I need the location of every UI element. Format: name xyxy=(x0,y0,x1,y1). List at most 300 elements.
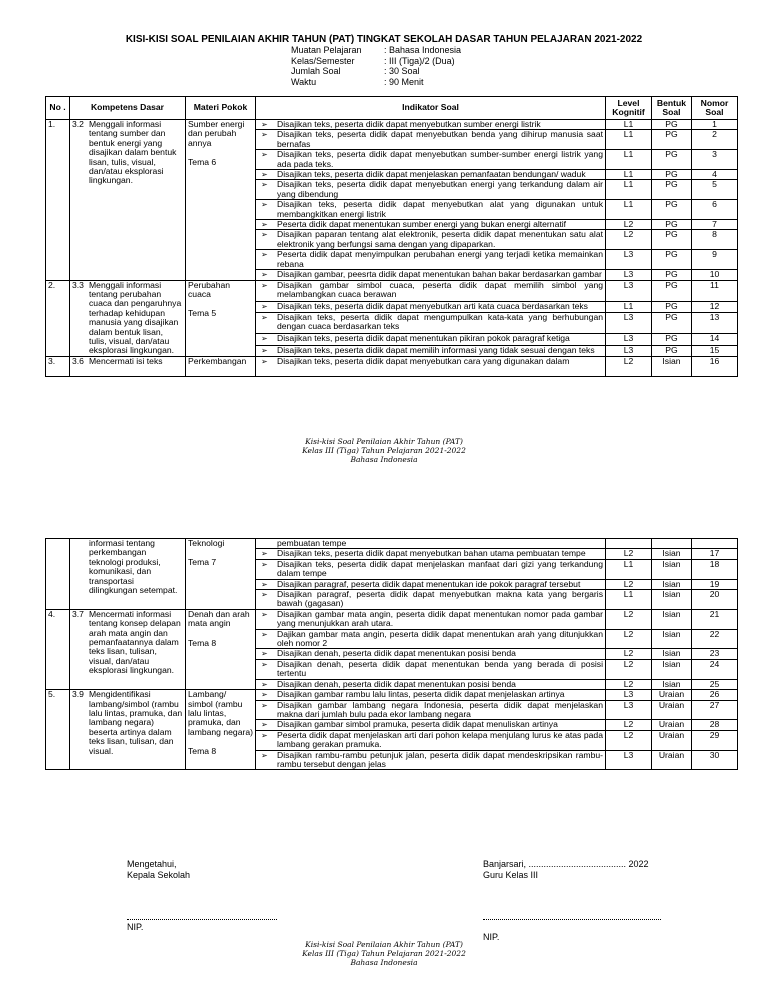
signature-left xyxy=(127,859,190,881)
nomor-soal: 23 xyxy=(692,649,738,659)
bentuk-soal: Uraian xyxy=(652,750,692,770)
level-kognitif: L1 xyxy=(606,130,652,150)
level-kognitif: L2 xyxy=(606,629,652,649)
bullet-arrow-icon: ➢ xyxy=(261,609,268,619)
level-kognitif: L1 xyxy=(606,301,652,312)
indikator-cell xyxy=(256,356,606,376)
level-kognitif: L1 xyxy=(606,150,652,170)
nomor-soal: 3 xyxy=(692,150,738,170)
bentuk-soal: Isian xyxy=(652,649,692,659)
meta-value: : 30 Soal xyxy=(384,66,420,76)
bentuk-soal: Uraian xyxy=(652,690,692,700)
bullet-arrow-icon xyxy=(261,539,277,548)
header-indikator: Indikator Soal xyxy=(256,97,606,120)
signature-left-line1: Mengetahui, xyxy=(127,859,177,869)
indikator xyxy=(258,270,603,279)
bullet-arrow-icon: ➢ xyxy=(261,590,268,600)
bentuk-soal: PG xyxy=(652,270,692,280)
materi-pokok xyxy=(186,120,256,281)
indikator-text: Disajikan denah, peserta didik dapat menentukan posisi benda xyxy=(277,679,516,689)
nomor-soal: 15 xyxy=(692,345,738,356)
bullet-arrow-icon: ➢ xyxy=(261,200,268,210)
indikator-text: Disajikan teks, peserta didik dapat menyebutkan arti kata cuaca berdasarkan teks xyxy=(277,301,588,311)
nomor-soal: 6 xyxy=(692,200,738,220)
level-kognitif: L1 xyxy=(606,559,652,579)
meta-row xyxy=(291,45,461,56)
bentuk-soal: PG xyxy=(652,200,692,220)
indikator-text: Disajikan teks, peserta didik dapat menentukan pikiran pokok paragraf ketiga xyxy=(277,333,570,344)
materi-text: Perubahan cuaca xyxy=(188,280,231,299)
nomor-soal: 19 xyxy=(692,579,738,589)
kompetensi-dasar-text xyxy=(72,281,183,356)
bentuk-soal: Uraian xyxy=(652,720,692,730)
indikator-cell xyxy=(256,301,606,312)
materi-text: Perkembangan xyxy=(188,356,247,366)
nomor-soal: 18 xyxy=(692,559,738,579)
bullet-arrow-icon: ➢ xyxy=(261,301,268,311)
bentuk-soal: Isian xyxy=(652,609,692,629)
bentuk-soal: PG xyxy=(652,220,692,230)
kompetensi-dasar xyxy=(70,609,186,689)
bentuk-soal: PG xyxy=(652,345,692,356)
footer-line-2: Kelas III (Tiga) Tahun Pelajaran 2021-2022 xyxy=(302,949,466,958)
level-kognitif: L2 xyxy=(606,230,652,250)
nomor-soal: 12 xyxy=(692,301,738,312)
indikator-cell xyxy=(256,280,606,301)
bullet-arrow-icon: ➢ xyxy=(261,659,268,669)
indikator xyxy=(258,660,603,679)
indikator-cell xyxy=(256,313,606,334)
nomor-soal: 8 xyxy=(692,230,738,250)
nomor-soal: 17 xyxy=(692,549,738,559)
indikator-cell xyxy=(256,220,606,230)
indikator-text: Disajikan denah, peserta didik dapat menentukan benda yang berada di posisi tertentu xyxy=(277,659,603,679)
meta-key: Waktu xyxy=(291,76,317,87)
nomor-soal: 25 xyxy=(692,679,738,689)
kompetensi-dasar-text xyxy=(72,539,183,595)
indikator xyxy=(258,720,603,729)
indikator-text: Disajikan gambar simbol pramuka, peserta didik dapat menuliskan artinya xyxy=(277,719,558,730)
level-kognitif: L1 xyxy=(606,170,652,180)
bullet-arrow-icon: ➢ xyxy=(261,679,268,689)
kd-number xyxy=(72,539,89,595)
header-kd: Kompetens Dasar xyxy=(70,97,186,120)
bentuk-soal: PG xyxy=(652,280,692,301)
bentuk-soal xyxy=(652,539,692,549)
indikator-text: Disajikan denah, peserta didik dapat menentukan posisi benda xyxy=(277,648,516,659)
bullet-arrow-icon: ➢ xyxy=(261,334,268,344)
indikator xyxy=(258,751,603,770)
table-row xyxy=(46,609,738,629)
indikator-cell xyxy=(256,170,606,180)
indikator-cell xyxy=(256,720,606,730)
indikator-cell xyxy=(256,150,606,170)
kompetensi-dasar-text xyxy=(72,610,183,676)
bentuk-soal: Isian xyxy=(652,659,692,679)
level-kognitif: L2 xyxy=(606,679,652,689)
indikator xyxy=(258,539,603,548)
indikator-cell xyxy=(256,334,606,345)
table-row xyxy=(46,690,738,700)
level-kognitif: L3 xyxy=(606,690,652,700)
indikator xyxy=(258,357,603,366)
indikator-text: Disajikan gambar, peesrta didik dapat menentukan bahan bakar berdasarkan gambar xyxy=(277,269,602,280)
bentuk-soal: PG xyxy=(652,250,692,270)
indikator-cell xyxy=(256,590,606,610)
indikator xyxy=(258,130,603,149)
nomor-soal: 1 xyxy=(692,120,738,130)
bentuk-soal: Isian xyxy=(652,559,692,579)
kd-number: 3.3 xyxy=(72,280,84,290)
tema-label: Tema 8 xyxy=(188,637,217,648)
nomor-soal: 14 xyxy=(692,334,738,345)
indikator xyxy=(258,120,603,129)
tema-label: Tema 7 xyxy=(188,557,217,568)
level-kognitif: L2 xyxy=(606,609,652,629)
page-footer-2 xyxy=(0,940,768,967)
indikator-cell xyxy=(256,700,606,720)
level-kognitif: L1 xyxy=(606,120,652,130)
level-kognitif: L2 xyxy=(606,220,652,230)
indikator-text: Disajikan teks, peserta didik dapat menyebutkan bahan utama pembuatan tempe xyxy=(277,548,586,559)
bullet-arrow-icon: ➢ xyxy=(261,690,268,700)
meta-row xyxy=(291,66,461,77)
indikator-text: Disajikan teks, peserta didik dapat menyebutkan sumber-sumber energi listrik yang ada pada teks. xyxy=(277,149,603,169)
nomor-soal: 13 xyxy=(692,313,738,334)
tema-label: Tema 5 xyxy=(188,308,217,319)
indikator-text: Disajikan paragraf, peserta didik dapat menyebutkan makna kata yang bergaris bawah (gagasan) xyxy=(277,589,603,609)
indikator-text: Peserta didik dapat menjelaskan arti dari pohon kelapa menjulang lurus ke atas pada lambang gerakan pramuka. xyxy=(277,730,603,750)
materi-pokok xyxy=(186,539,256,610)
level-kognitif: L2 xyxy=(606,579,652,589)
indikator-cell xyxy=(256,200,606,220)
indikator-text: Disajikan gambar simbol cuaca, peserta didik dapat memilih simbol yang melambangkan cuaca berawan xyxy=(277,280,603,299)
indikator-text: Disajikan paparan tentang alat elektronik, peserta didik dapat menentukan satu alat elektronik yang berfungsi sama dengan yang dipaparkan. xyxy=(277,229,603,249)
bullet-arrow-icon: ➢ xyxy=(261,720,268,730)
bentuk-soal: Isian xyxy=(652,356,692,376)
indikator-cell xyxy=(256,130,606,150)
bullet-arrow-icon: ➢ xyxy=(261,150,268,160)
indikator xyxy=(258,250,603,269)
bullet-arrow-icon: ➢ xyxy=(261,649,268,659)
nomor-soal: 28 xyxy=(692,720,738,730)
level-kognitif: L1 xyxy=(606,590,652,610)
nomor-soal: 22 xyxy=(692,629,738,649)
nomor-soal xyxy=(692,539,738,549)
indikator xyxy=(258,170,603,179)
nomor-soal: 20 xyxy=(692,590,738,610)
level-kognitif: L3 xyxy=(606,270,652,280)
materi-pokok xyxy=(186,356,256,376)
signature-left-nip: NIP. xyxy=(127,922,144,932)
indikator-cell xyxy=(256,629,606,649)
indikator-text: Peserta didik dapat menyimpulkan perubahan energi yang terjadi ketika memainkan rebana xyxy=(277,249,603,269)
indikator-text: Disajikan teks, peserta didik dapat menjelaskan pemanfaatan bendungan/ waduk xyxy=(277,169,586,180)
row-number: 1. xyxy=(46,120,70,281)
tema-label: Tema 8 xyxy=(188,746,217,757)
level-kognitif: L3 xyxy=(606,313,652,334)
indikator xyxy=(258,230,603,249)
table-row xyxy=(46,356,738,376)
bentuk-soal: Isian xyxy=(652,679,692,689)
bentuk-soal: Isian xyxy=(652,579,692,589)
materi-text: Lambang/ simbol (rambu lalu lintas, pramuka, dan lambang negara) xyxy=(188,689,253,737)
indikator-cell xyxy=(256,230,606,250)
nomor-soal: 7 xyxy=(692,220,738,230)
indikator-cell xyxy=(256,539,606,549)
row-number: 3. xyxy=(46,356,70,376)
nomor-soal: 2 xyxy=(692,130,738,150)
materi-pokok xyxy=(186,609,256,689)
indikator-text: Disajikan gambar mata angin, peserta didik dapat menentukan nomor pada gambar yang menunjukkan arah utara. xyxy=(277,609,603,629)
indikator-cell xyxy=(256,679,606,689)
bentuk-soal: PG xyxy=(652,150,692,170)
indikator-text: Disajikan gambar rambu lalu lintas, peserta didik dapat menjelaskan artinya xyxy=(277,689,565,700)
bentuk-soal: PG xyxy=(652,313,692,334)
nomor-soal: 30 xyxy=(692,750,738,770)
indikator-cell xyxy=(256,120,606,130)
kompetensi-dasar xyxy=(70,539,186,610)
level-kognitif: L1 xyxy=(606,200,652,220)
indikator-text: Disajikan teks, peserta didik dapat mengumpulkan kata-kata yang berhubungan dengan cuaca berdasarkan teks xyxy=(277,312,603,332)
nomor-soal: 11 xyxy=(692,280,738,301)
bullet-arrow-icon: ➢ xyxy=(261,313,268,322)
indikator xyxy=(258,560,603,579)
level-kognitif: L2 xyxy=(606,356,652,376)
meta-row xyxy=(291,56,461,67)
level-kognitif: L3 xyxy=(606,700,652,720)
indikator-text: Disajikan teks, peserta didik dapat menyebutkan cara yang digunakan dalam xyxy=(277,356,570,366)
bentuk-soal: PG xyxy=(652,180,692,200)
kd-description: Mencermati isi teks xyxy=(89,356,163,366)
indikator xyxy=(258,281,603,300)
nomor-soal: 21 xyxy=(692,609,738,629)
indikator-text: Disajikan paragraf, peserta didik dapat menentukan ide pokok paragraf tersebut xyxy=(277,579,581,589)
level-kognitif: L3 xyxy=(606,280,652,301)
bullet-arrow-icon: ➢ xyxy=(261,549,268,559)
meta-value: : 90 Menit xyxy=(384,76,424,87)
bentuk-soal: PG xyxy=(652,120,692,130)
signature-right-line2: Guru Kelas III xyxy=(483,870,539,880)
bullet-arrow-icon: ➢ xyxy=(261,250,268,260)
indikator xyxy=(258,346,603,355)
level-kognitif: L3 xyxy=(606,345,652,356)
bullet-arrow-icon: ➢ xyxy=(261,230,268,240)
footer-line-3: Bahasa Indonesia xyxy=(350,455,418,464)
kompetensi-dasar-text xyxy=(72,690,183,756)
indikator-text: Disajikan teks, peserta didik dapat menjelaskan manfaat dari gizi yang terkandung dalam tempe xyxy=(277,559,603,579)
bullet-arrow-icon: ➢ xyxy=(261,579,268,589)
bullet-arrow-icon: ➢ xyxy=(261,270,268,280)
indikator-cell xyxy=(256,270,606,280)
indikator-cell xyxy=(256,730,606,750)
page-footer-1 xyxy=(0,437,768,464)
indikator-cell xyxy=(256,649,606,659)
kompetensi-dasar-text xyxy=(72,357,183,366)
indikator-cell xyxy=(256,250,606,270)
kd-number: 3.2 xyxy=(72,119,84,129)
indikator-text: Peserta didik dapat menentukan sumber energi yang bukan energi alternatif xyxy=(277,219,567,230)
materi-pokok xyxy=(186,280,256,356)
bullet-arrow-icon: ➢ xyxy=(261,130,268,140)
level-kognitif: L2 xyxy=(606,549,652,559)
bullet-arrow-icon: ➢ xyxy=(261,120,268,129)
kompetensi-dasar xyxy=(70,120,186,281)
meta-key: Muatan Pelajaran xyxy=(291,45,362,55)
indikator xyxy=(258,580,603,589)
bentuk-soal: Uraian xyxy=(652,730,692,750)
kompetensi-dasar xyxy=(70,280,186,356)
indikator-cell xyxy=(256,750,606,770)
indikator xyxy=(258,220,603,229)
indikator-cell xyxy=(256,690,606,700)
bentuk-soal: PG xyxy=(652,170,692,180)
row-number: 2. xyxy=(46,280,70,356)
indikator-cell xyxy=(256,609,606,629)
bullet-arrow-icon: ➢ xyxy=(261,180,268,190)
level-kognitif: L1 xyxy=(606,180,652,200)
level-kognitif: L2 xyxy=(606,659,652,679)
bullet-arrow-icon: ➢ xyxy=(261,280,268,290)
indikator-text: pembuatan tempe xyxy=(277,538,347,548)
kisi-table-page-2 xyxy=(45,538,738,770)
indikator-cell xyxy=(256,180,606,200)
bullet-arrow-icon: ➢ xyxy=(261,345,268,355)
indikator-text: Disajikan gambar lambang negara Indonesia, peserta didik dapat menjelaskan makna dari jumlah bulu pada ekor lambang negara xyxy=(277,700,603,719)
header-level: Level Kognitif xyxy=(606,97,652,120)
nomor-soal: 5 xyxy=(692,180,738,200)
kd-description: informasi tentang perkembangan teknologi produksi, komunikasi, dan transportasi dilingkungan setempat. xyxy=(89,538,178,596)
bentuk-soal: PG xyxy=(652,130,692,150)
indikator-cell xyxy=(256,549,606,559)
nomor-soal: 26 xyxy=(692,690,738,700)
kd-description: Menggali informasi tentang sumber dan bentuk energi yang disajikan dalam bentuk lisan, tulis, visual, dan/atau eksplorasi lingkungan. xyxy=(89,119,177,186)
indikator xyxy=(258,200,603,219)
indikator xyxy=(258,701,603,720)
indikator-cell xyxy=(256,559,606,579)
nomor-soal: 9 xyxy=(692,250,738,270)
indikator-text: Dajikan gambar mata angin, peserta didik dapat menentukan arah yang ditunjukkan oleh nomor 2 xyxy=(277,629,603,649)
indikator xyxy=(258,549,603,558)
kompetensi-dasar xyxy=(70,690,186,770)
footer-line-1: Kisi-kisi Soal Penilaian Akhir Tahun (PAT) xyxy=(305,437,463,446)
level-kognitif: L3 xyxy=(606,250,652,270)
indikator xyxy=(258,680,603,689)
nomor-soal: 24 xyxy=(692,659,738,679)
nomor-soal: 10 xyxy=(692,270,738,280)
kd-description: Mengidentifikasi lambang/simbol (rambu lalu lintas, pramuka, dan lambang negara) beserta artinya dalam teks lisan, tulisan, dan visual. xyxy=(89,689,183,756)
meta-row xyxy=(291,77,461,88)
meta-value: : Bahasa Indonesia xyxy=(384,45,462,55)
bentuk-soal: PG xyxy=(652,301,692,312)
bentuk-soal: Isian xyxy=(652,549,692,559)
footer-line-1: Kisi-kisi Soal Penilaian Akhir Tahun (PAT) xyxy=(305,940,463,949)
nomor-soal: 16 xyxy=(692,356,738,376)
materi-pokok xyxy=(186,690,256,770)
kompetensi-dasar xyxy=(70,356,186,376)
bullet-arrow-icon: ➢ xyxy=(261,170,268,180)
kisi-table-page-1 xyxy=(45,96,738,377)
kd-description: Menggali informasi tentang perubahan cuaca dan pengaruhnya terhadap kehidupan manusia yang disajikan dalam bentuk lisan, tulis, visual, dan/atau eksplorasi lingkungan. xyxy=(89,280,182,356)
bullet-arrow-icon: ➢ xyxy=(261,730,268,740)
bullet-arrow-icon: ➢ xyxy=(261,559,268,569)
level-kognitif: L2 xyxy=(606,730,652,750)
level-kognitif: L2 xyxy=(606,649,652,659)
indikator xyxy=(258,313,603,332)
indikator xyxy=(258,649,603,658)
footer-line-2: Kelas III (Tiga) Tahun Pelajaran 2021-2022 xyxy=(302,446,466,455)
materi-text: Teknologi xyxy=(188,538,225,548)
level-kognitif: L3 xyxy=(606,750,652,770)
materi-text: Denah dan arah mata angin xyxy=(188,609,250,629)
bullet-arrow-icon: ➢ xyxy=(261,700,268,710)
signature-right xyxy=(483,859,649,881)
indikator-text: Disajikan teks, peserta didik dapat menyebutkan sumber energi listrik xyxy=(277,119,541,129)
indikator-text: Disajikan rambu-rambu petunjuk jalan, peserta didik dapat mendeskripsikan rambu-rambu tersebut dengan jelas xyxy=(277,750,603,769)
signature-left-line2: Kepala Sekolah xyxy=(127,870,191,880)
indikator xyxy=(258,690,603,699)
indikator xyxy=(258,334,603,343)
indikator-text: Disajikan teks, peserta didik dapat memilih informasi yang tidak sesuai dengan teks xyxy=(277,345,595,355)
row-number: 5. xyxy=(46,690,70,770)
indikator xyxy=(258,731,603,750)
signature-left-rule xyxy=(127,919,277,920)
indikator-text: Disajikan teks, peserta didik dapat menyebutkan energi yang terkandung dalam air yang dibendung xyxy=(277,179,603,199)
indikator-cell xyxy=(256,579,606,589)
meta-value: : III (Tiga)/2 (Dua) xyxy=(384,55,455,66)
signature-right-nip: NIP. xyxy=(483,932,500,942)
indikator xyxy=(258,590,603,609)
nomor-soal: 27 xyxy=(692,700,738,720)
footer-line-3: Bahasa Indonesia xyxy=(350,958,418,967)
row-number xyxy=(46,539,70,610)
kompetensi-dasar-text xyxy=(72,120,183,186)
header-materi: Materi Pokok xyxy=(186,97,256,120)
level-kognitif: L3 xyxy=(606,334,652,345)
bentuk-soal: PG xyxy=(652,230,692,250)
indikator-cell xyxy=(256,659,606,679)
header-nomor: Nomor Soal xyxy=(692,97,738,120)
bentuk-soal: PG xyxy=(652,334,692,345)
kd-number: 3.9 xyxy=(72,689,84,700)
bullet-arrow-icon: ➢ xyxy=(261,750,268,760)
kd-description: Mencermati informasi tentang konsep delapan arah mata angin dan pemanfaatannya dalam teks lisan, tulisan, visual, dan/atau eksplorasi lingkungan. xyxy=(89,609,181,676)
document-title: KISI-KISI SOAL PENILAIAN AKHIR TAHUN (PAT) TINGKAT SEKOLAH DASAR TAHUN PELAJARAN 2021-2022 xyxy=(125,34,643,45)
level-kognitif: L2 xyxy=(606,720,652,730)
indikator xyxy=(258,180,603,199)
indikator xyxy=(258,610,603,629)
bullet-arrow-icon: ➢ xyxy=(261,220,268,230)
signature-right-rule xyxy=(483,919,661,920)
bullet-arrow-icon: ➢ xyxy=(261,629,268,639)
bentuk-soal: Uraian xyxy=(652,700,692,720)
indikator-text: Disajikan teks, peserta didik dapat menyebutkan benda yang dihirup manusia saat bernafas xyxy=(277,129,603,149)
indikator xyxy=(258,150,603,169)
row-number: 4. xyxy=(46,609,70,689)
header-bentuk: Bentuk Soal xyxy=(652,97,692,120)
bentuk-soal: Isian xyxy=(652,590,692,610)
kd-number: 3.7 xyxy=(72,609,84,619)
header-no: No . xyxy=(46,97,70,120)
indikator xyxy=(258,302,603,311)
signature-right-line1: Banjarsari, ....................................... 2022 xyxy=(483,859,649,869)
meta-key: Jumlah Soal xyxy=(291,66,341,76)
bullet-arrow-icon: ➢ xyxy=(261,356,268,366)
table-row xyxy=(46,120,738,130)
table-row xyxy=(46,539,738,549)
indikator xyxy=(258,630,603,649)
nomor-soal: 29 xyxy=(692,730,738,750)
